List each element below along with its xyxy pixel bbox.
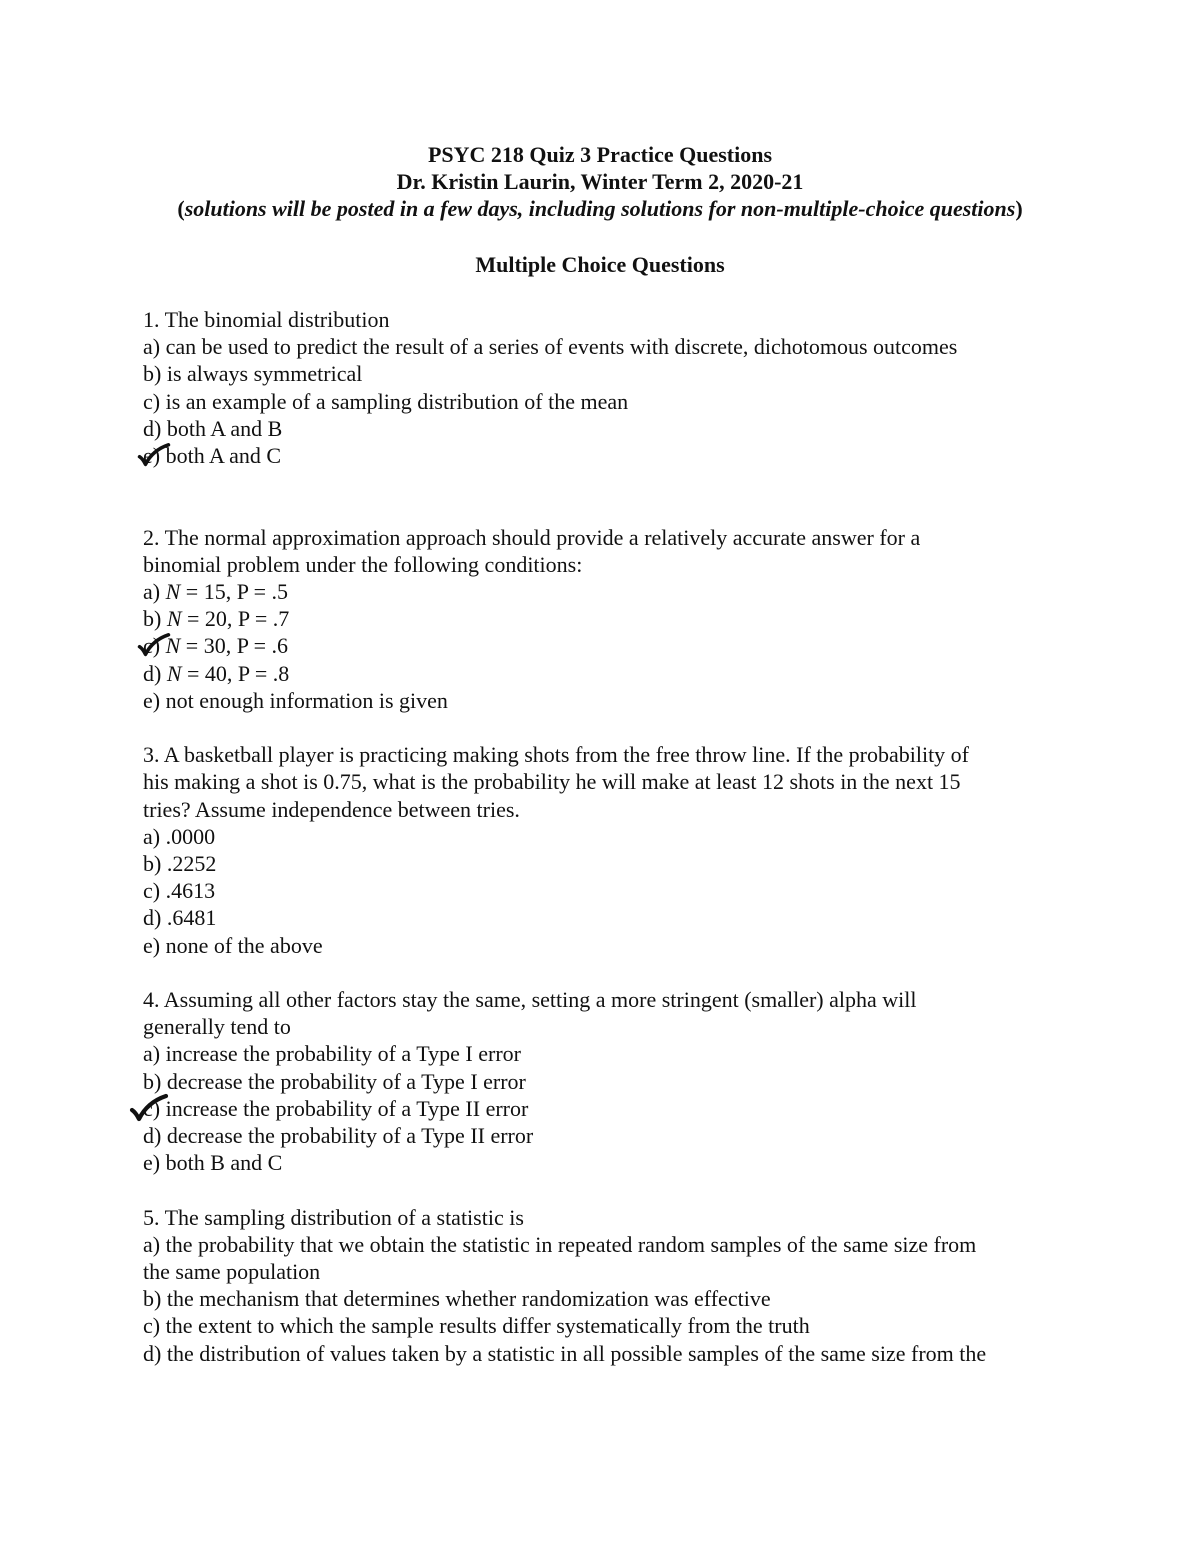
- option-variable: N: [166, 606, 182, 632]
- answer-option: a) can be used to predict the result of a series of events with discrete, dichotomous outcomes: [143, 334, 958, 360]
- answer-option: d) decrease the probability of a Type II error: [143, 1123, 534, 1149]
- answer-option: b) decrease the probability of a Type I error: [143, 1068, 526, 1094]
- answer-option: [143, 660, 1053, 687]
- option-variable: N: [166, 660, 182, 686]
- answer-option: the same population: [143, 1259, 321, 1285]
- answer-option: c) .4613: [143, 878, 216, 904]
- option-prefix: d): [143, 660, 167, 686]
- answer-option: d) the distribution of values taken by a statistic in all possible samples of the same size from the: [143, 1340, 987, 1366]
- answer-option: b) is always symmetrical: [143, 361, 363, 387]
- option-rest: = 40, P = .8: [181, 660, 290, 686]
- question-stem: 5. The sampling distribution of a statistic is: [143, 1204, 524, 1230]
- solutions-note-text: solutions will be posted in a few days, including solutions for non-multiple-choice questions: [184, 196, 1016, 222]
- answer-option: [143, 605, 1053, 632]
- document-header: [0, 141, 1200, 223]
- question-stem: 1. The binomial distribution: [143, 307, 390, 332]
- question-2: [143, 524, 1053, 714]
- option-rest: = 30, P = .6: [180, 633, 289, 659]
- option-prefix: b): [143, 606, 167, 632]
- answer-option: c) is an example of a sampling distribution of the mean: [143, 388, 629, 414]
- solutions-note: [0, 195, 1200, 222]
- document-title: PSYC 218 Quiz 3 Practice Questions: [427, 142, 773, 167]
- answer-option: a) .0000: [143, 823, 216, 849]
- answer-option: b) the mechanism that determines whether randomization was effective: [143, 1286, 771, 1312]
- instructor-line: Dr. Kristin Laurin, Winter Term 2, 2020-21: [396, 169, 804, 195]
- option-variable: N: [165, 633, 181, 659]
- question-1: [143, 306, 1053, 469]
- question-stem: tries? Assume independence between tries.: [143, 796, 520, 822]
- answer-option: b) .2252: [143, 851, 217, 877]
- option-prefix: a): [143, 579, 166, 605]
- question-stem: 2. The normal approximation approach should provide a relatively accurate answer for a: [143, 524, 921, 550]
- answer-option: a) the probability that we obtain the statistic in repeated random samples of the same size from: [143, 1231, 977, 1257]
- answer-option: e) none of the above: [143, 932, 323, 958]
- question-stem: 3. A basketball player is practicing making shots from the free throw line. If the probability of: [143, 742, 970, 768]
- answer-option: c) the extent to which the sample results differ systematically from the truth: [143, 1313, 810, 1339]
- question-stem: his making a shot is 0.75, what is the probability he will make at least 12 shots in the next 15: [143, 769, 961, 795]
- question-4: [143, 986, 1053, 1176]
- option-variable: N: [165, 579, 181, 605]
- answer-option: a) increase the probability of a Type I error: [143, 1041, 521, 1067]
- question-list: [143, 306, 1053, 1394]
- answer-option-checked: e) both A and C: [143, 442, 1053, 469]
- answer-option: d) both A and B: [143, 415, 283, 441]
- section-title: Multiple Choice Questions: [475, 252, 725, 277]
- answer-option: d) .6481: [143, 905, 217, 931]
- handwritten-checkmark-icon: [137, 440, 171, 470]
- handwritten-checkmark-icon: [129, 1093, 169, 1123]
- question-stem: generally tend to: [143, 1014, 291, 1040]
- note-open-paren: (: [177, 196, 185, 222]
- question-stem: 4. Assuming all other factors stay the same, setting a more stringent (smaller) alpha will: [143, 987, 917, 1013]
- note-close-paren: ): [1015, 196, 1023, 222]
- answer-option-checked: c) increase the probability of a Type II error: [143, 1095, 1053, 1122]
- option-rest: = 15, P = .5: [180, 579, 289, 605]
- answer-option: [143, 578, 1053, 605]
- answer-option: e) both B and C: [143, 1150, 283, 1176]
- option-prefix: c): [143, 633, 166, 659]
- answer-option-checked: [143, 632, 1053, 659]
- option-rest: = 20, P = .7: [181, 606, 290, 632]
- question-3: [143, 741, 1053, 959]
- question-5: [143, 1204, 1053, 1367]
- answer-option: e) not enough information is given: [143, 687, 448, 713]
- question-stem: binomial problem under the following conditions:: [143, 551, 583, 577]
